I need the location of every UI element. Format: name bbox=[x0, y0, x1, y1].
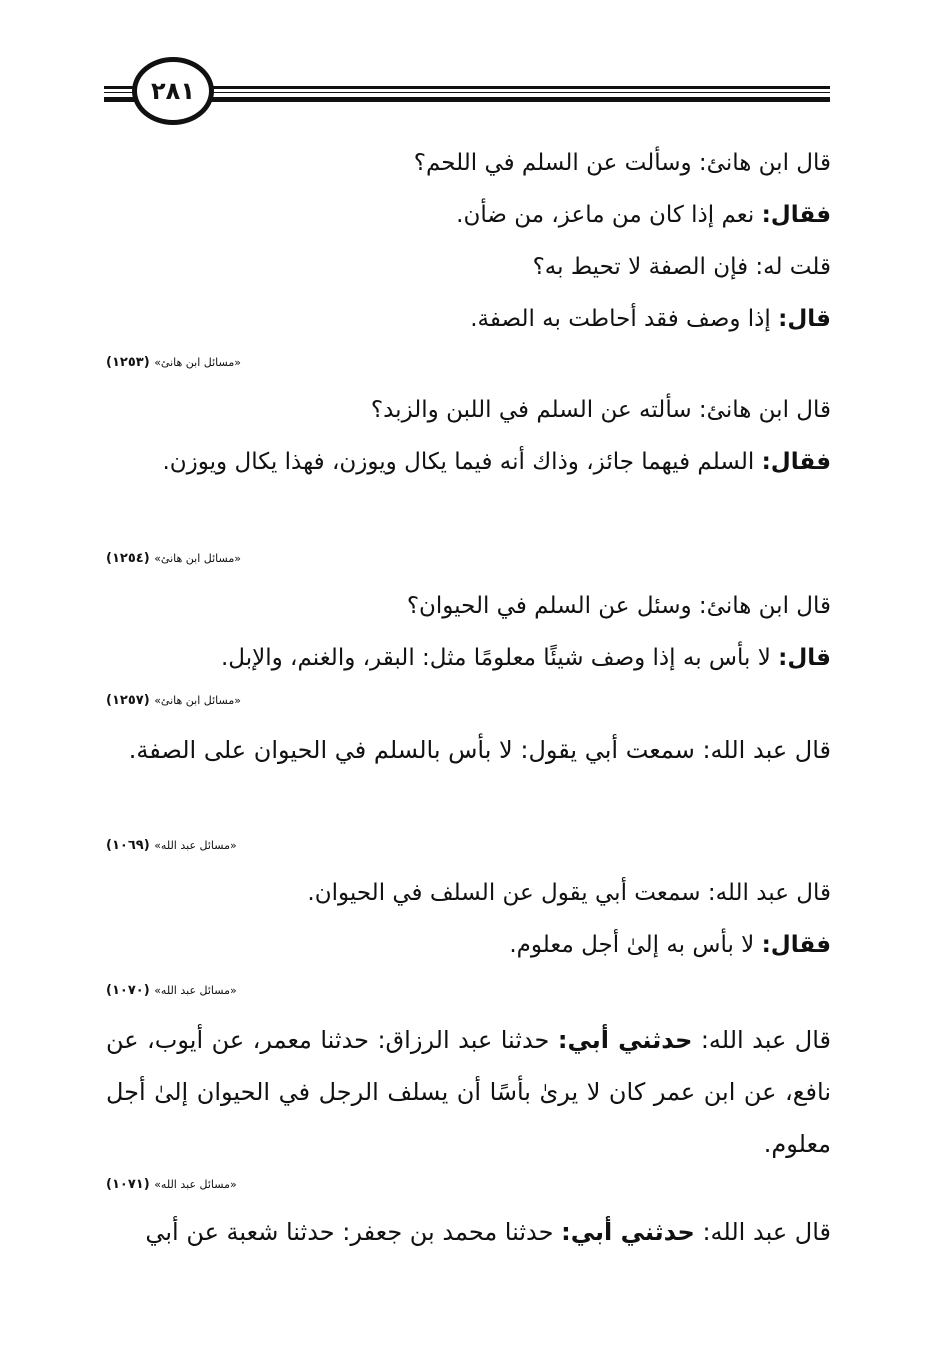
paragraph-text: قال ابن هانئ: وسئل عن السلم في الحيوان؟ bbox=[406, 593, 831, 619]
speaker-label: حدثني أبي: bbox=[561, 1218, 695, 1246]
citation-number: (١٢٥٣) bbox=[106, 355, 150, 370]
citation-number: (١٢٥٤) bbox=[106, 551, 150, 566]
citation-number: (١٠٦٩) bbox=[106, 838, 150, 853]
paragraph-text: لا بأس به إلىٰ أجل معلوم. bbox=[509, 932, 762, 958]
citation-source: «مسائل عبد الله» bbox=[154, 1178, 237, 1191]
paragraph-text: قال ابن هانئ: وسألت عن السلم في اللحم؟ bbox=[413, 150, 831, 176]
paragraph bbox=[106, 189, 831, 241]
speaker-label: فقال: bbox=[761, 202, 831, 228]
citation bbox=[106, 353, 831, 373]
paragraph-text: حدثنا محمد بن جعفر: حدثنا شعبة عن أبي bbox=[145, 1218, 562, 1246]
speaker-label: فقال: bbox=[761, 932, 831, 958]
paragraph bbox=[106, 919, 831, 971]
paragraph bbox=[106, 137, 831, 189]
speaker-label: فقال: bbox=[761, 449, 831, 475]
citation-source: «مسائل ابن هانئ» bbox=[154, 694, 241, 707]
speaker-label: حدثني أبي: bbox=[557, 1026, 693, 1054]
paragraph bbox=[106, 1014, 831, 1170]
citation-source: «مسائل ابن هانئ» bbox=[154, 356, 241, 369]
page-number: ٢٨١ bbox=[132, 57, 214, 125]
paragraph-lead: قال عبد الله: bbox=[694, 1218, 831, 1246]
paragraph-text: إذا وصف فقد أحاطت به الصفة. bbox=[470, 306, 779, 332]
citation-number: (١٠٧٠) bbox=[106, 983, 150, 998]
citation-source: «مسائل عبد الله» bbox=[154, 984, 237, 997]
paragraph-text: قال عبد الله: سمعت أبي يقول عن السلف في الحيوان. bbox=[307, 880, 831, 906]
paragraph bbox=[106, 724, 831, 776]
paragraph-text: نعم إذا كان من ماعز، من ضأن. bbox=[456, 202, 762, 228]
paragraph-text: السلم فيهما جائز، وذاك أنه فيما يكال ويوزن، فهذا يكال ويوزن. bbox=[162, 449, 762, 475]
speaker-label: قال: bbox=[778, 645, 831, 671]
citation bbox=[106, 836, 831, 856]
citation-number: (١٠٧١) bbox=[106, 1177, 150, 1192]
citation-source: «مسائل عبد الله» bbox=[154, 839, 237, 852]
paragraph-text: لا بأس به إذا وصف شيئًا معلومًا مثل: البقر، والغنم، والإبل. bbox=[220, 645, 779, 671]
paragraph bbox=[106, 580, 831, 632]
citation bbox=[106, 549, 831, 569]
citation bbox=[106, 981, 831, 1001]
paragraph bbox=[106, 867, 831, 919]
paragraph-text: قلت له: فإن الصفة لا تحيط به؟ bbox=[532, 254, 831, 280]
paragraph bbox=[106, 293, 831, 345]
citation bbox=[106, 1175, 831, 1195]
paragraph bbox=[106, 241, 831, 293]
citation-source: «مسائل ابن هانئ» bbox=[154, 552, 241, 565]
paragraph-lead: قال عبد الله: bbox=[692, 1026, 831, 1054]
paragraph-text: قال عبد الله: سمعت أبي يقول: لا بأس بالسلم في الحيوان على الصفة. bbox=[128, 736, 831, 764]
paragraph bbox=[106, 436, 831, 488]
paragraph-text: قال ابن هانئ: سألته عن السلم في اللبن والزبد؟ bbox=[370, 397, 831, 423]
speaker-label: قال: bbox=[778, 306, 831, 332]
citation-number: (١٢٥٧) bbox=[106, 693, 150, 708]
paragraph bbox=[106, 384, 831, 436]
paragraph bbox=[106, 632, 831, 684]
paragraph-text: حدثنا عبد الرزاق: حدثنا معمر، عن أيوب، عن نافع، عن ابن عمر كان لا يرىٰ بأسًا أن يسلف الرجل في الحيوان إلىٰ أجل معلوم. bbox=[106, 1026, 831, 1158]
paragraph bbox=[106, 1206, 831, 1258]
citation bbox=[106, 691, 831, 711]
